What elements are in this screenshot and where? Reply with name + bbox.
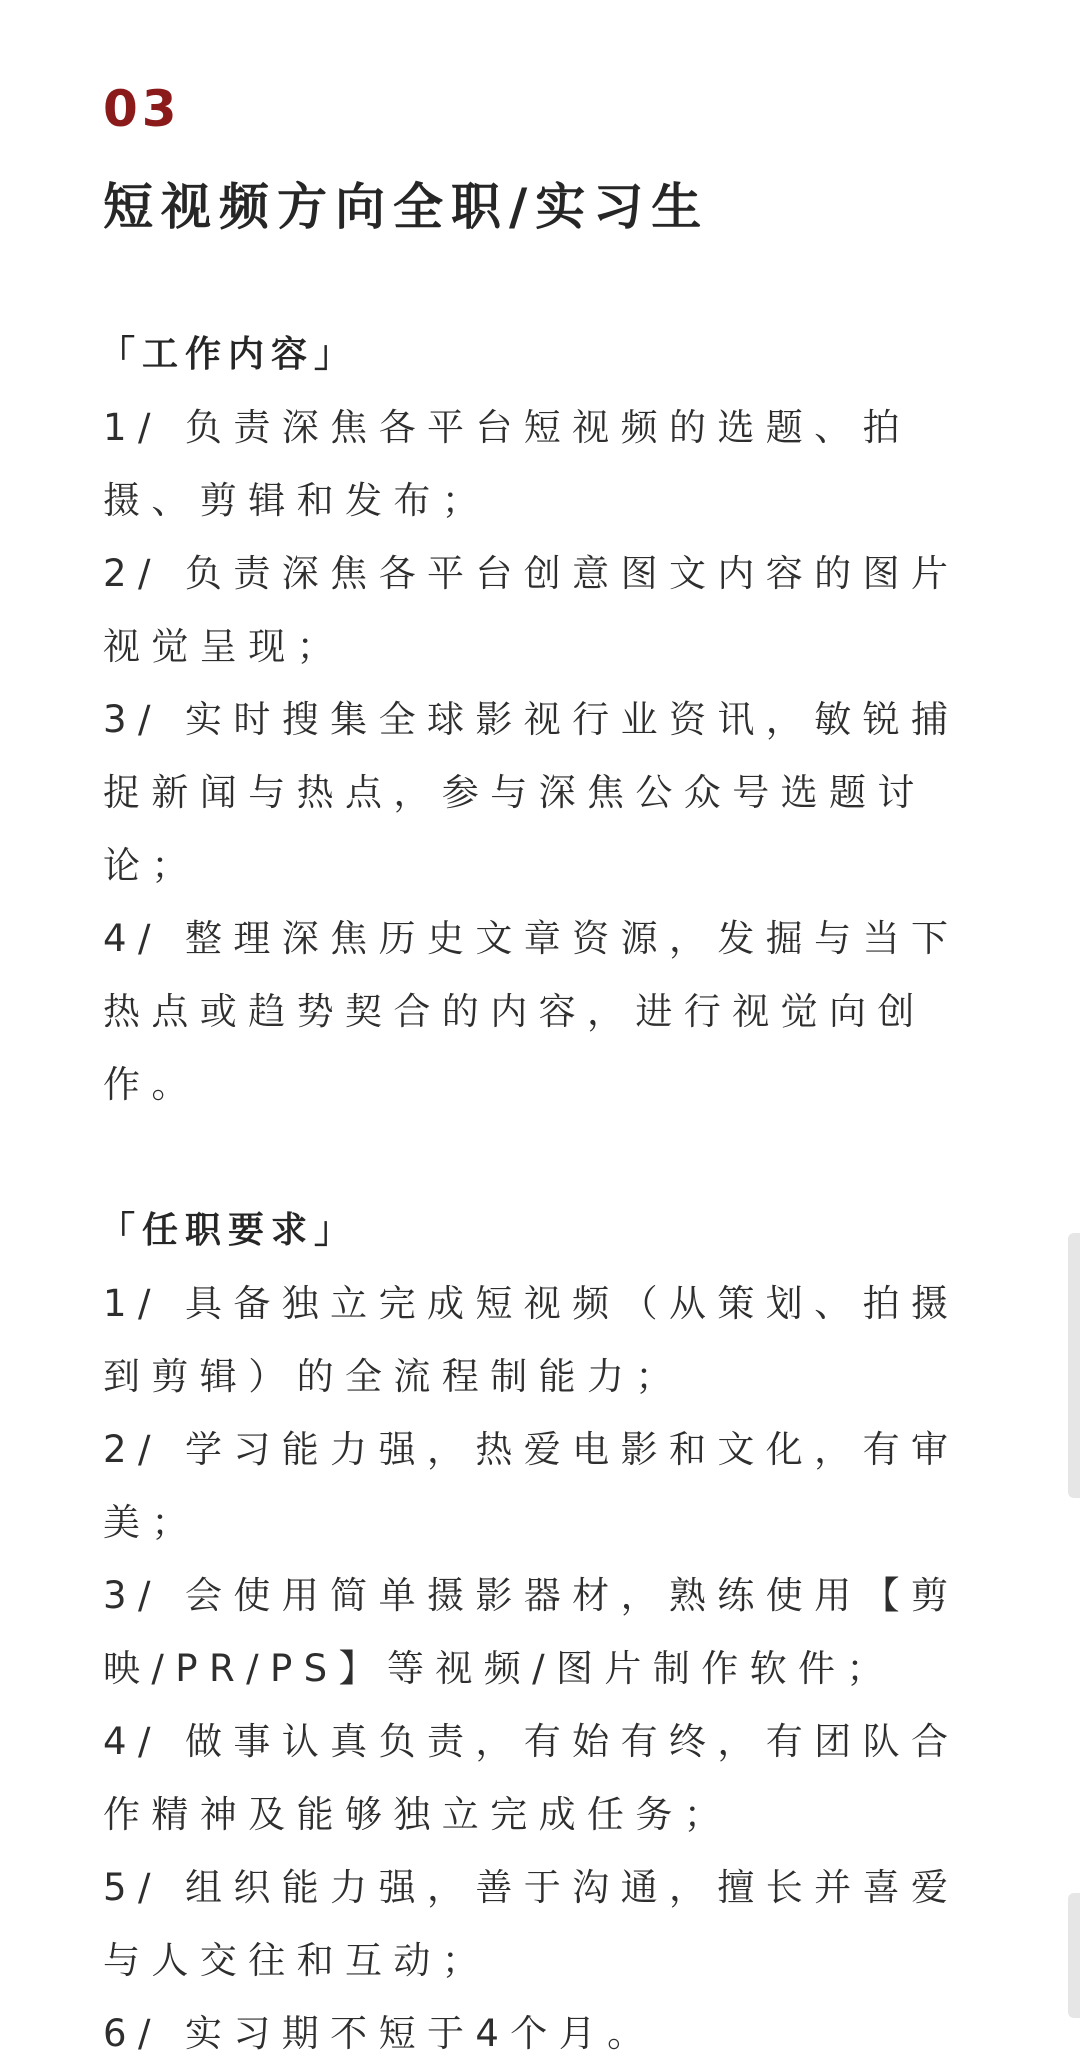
job-content-item: 1/ 负责深焦各平台短视频的选题、拍摄、剪辑和发布；	[103, 406, 911, 522]
job-content-item: 2/ 负责深焦各平台创意图文内容的图片视觉呈现；	[103, 552, 960, 668]
requirement-item: 4/ 做事认真负责，有始有终，有团队合作精神及能够独立完成任务；	[103, 1720, 960, 1836]
requirement-item: 6/ 实习期不短于4个月。	[103, 2012, 656, 2055]
requirements-heading: 「任职要求」	[99, 1210, 358, 1251]
job-content-heading: 「工作内容」	[99, 334, 358, 375]
requirement-item: 3/ 会使用简单摄影器材，熟练使用【剪映/PR/PS】等视频/图片制作软件；	[103, 1574, 960, 1690]
requirement-item: 1/ 具备独立完成短视频（从策划、拍摄到剪辑）的全流程制能力；	[103, 1282, 960, 1398]
requirement-item: 2/ 学习能力强，热爱电影和文化，有审美；	[103, 1428, 960, 1544]
requirement-item: 5/ 组织能力强，善于沟通，擅长并喜爱与人交往和互动；	[103, 1866, 960, 1982]
scrollbar-track-segment[interactable]	[1068, 1893, 1080, 2018]
scrollbar-thumb[interactable]	[1068, 1233, 1080, 1498]
job-content-item: 4/ 整理深焦历史文章资源，发掘与当下热点或趋势契合的内容，进行视觉向创作。	[103, 917, 960, 1106]
section-title: 短视频方向全职/实习生	[103, 178, 710, 236]
section-number: 03	[103, 80, 181, 138]
job-content-item: 3/ 实时搜集全球影视行业资讯，敏锐捕捉新闻与热点，参与深焦公众号选题讨论；	[103, 698, 960, 887]
article-content	[99, 76, 983, 2070]
